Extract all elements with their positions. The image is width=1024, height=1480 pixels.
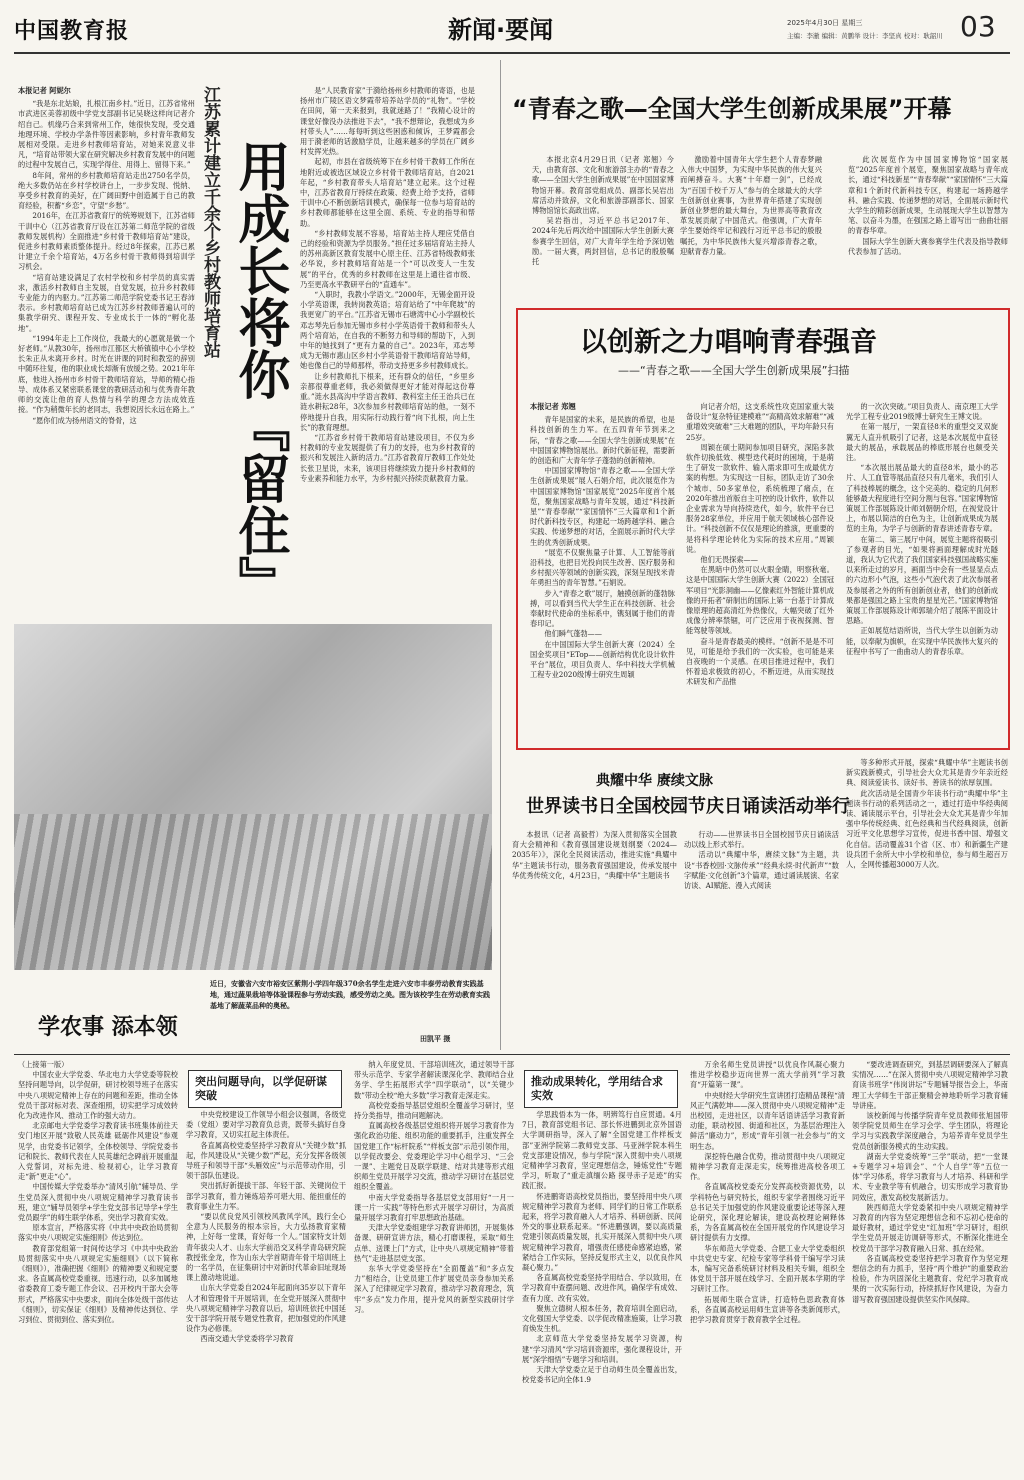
- reading-col3: [846, 758, 1008, 1048]
- paragraph: 山东大学党委自2024年起面向35岁以下青年人才和管理骨干开展培训，在全党开展深入贯彻中央八项规定精神学习教育以后，培训班依托中国延安干部学院开展专题党性教育，把加强党的作风建设作为必修课。: [186, 1283, 346, 1334]
- paragraph: 吴岩指出，习近平总书记2017年、2024年先后两次给中国国际大学生创新大赛参赛学生回信，对广大青年学生给予深切勉励。一届大赛，两封回信，总书记的殷殷嘱托: [532, 216, 674, 267]
- paragraph: 此次展览作为中国国家博物馆“国家展览”2025年度首个展览，聚焦国家战略与青年成长，通过“科技新星”“青春奉献”“家国情怀”三大篇章和1个新时代新科技专区，构建起一场跨越学科、融合实践、传递梦想的对话，全面展示新时代大学生的精彩创新成果，生动展现大学生以智慧为笔、以奋斗为墨，在强国之路上谱写出一曲曲壮丽的青春华章。: [848, 155, 1008, 236]
- bottom-col4: [522, 1110, 682, 1472]
- paragraph: 步入“青春之歌”展厅，触摸创新的蓬勃脉搏，可以看到当代大学生正在科技创新、社会奉献时代使命的坐标系中，镌刻属于他们的青春印记。: [530, 588, 675, 629]
- paragraph: “乡村教师发展不容易，培育站主持人理应凭借自己的经验和资源为学员服务。”担任过多届培育站主持人的苏州高新区教育发展中心原主任、江苏省特级教师张必华说，乡村教师培育站是一个“可以改变人一生发展”的平台，优秀的乡村教师在这里是上通往省市级、乃至更高水平教研平台的“直通车”。: [300, 228, 475, 289]
- paragraph: 此次活动是全国青少年读书行动“典耀中华”主题读书行动的系列活动之一，通过打造中华经典阅读、诵读展示平台，引导社会大众尤其是青少年加强中华传统经典、红色经典和当代经典阅读，创新习近平文化思想学习宣传，促进书香中国、增强文化自信。活动覆盖31个省（区、市）和新疆生产建设兵团千余所大中小学校和单位，参与师生超百万人，全网传播超3000万人次。: [846, 788, 1008, 870]
- paragraph: 东华大学党委坚持在“全面覆盖”和“多点发力”相结合，让党员建工作扩展党员亲身参加关系深入了纪律规定学习教育，推动学习教育理念，筑牢“多点”发力作用，提升党风的新型实践研讨学习。: [354, 1264, 514, 1314]
- reading-kicker: 典耀中华 赓续文脉: [596, 773, 713, 789]
- bottom-box-title-2: 推动成果转化，学用结合求实效: [524, 1070, 678, 1108]
- paragraph: 行动——世界读书日全国校园节庆日诵读活动以线上形式举行。: [684, 830, 839, 850]
- paragraph: 他们瞬气蓬勃——: [544, 629, 602, 639]
- paragraph: 天津大学党委立足于自动师生员全覆盖出发，校党委书记向全体1.9: [522, 1365, 682, 1385]
- bottom-box-title-1: 突出问题导向，以学促研谋突破: [188, 1070, 342, 1108]
- paragraph: 让乡村教师扎下根来，还有群众的信任，“乡里乡亲都很尊重老师，我必须做得更好才能对得起这份尊重。”涟水县高沟中学语言教师、教科室主任王治兵已在涟水耕耘28年，3次参加乡村教师培育站的他，一刻不停地提升自我，用实际行动践行着“向下扎根，向上生长”的教育理想。: [300, 371, 475, 432]
- paragraph: 高校党委指导基层党组织全覆盖学习研讨，坚持分类指导，推动问题解决。: [354, 1100, 514, 1121]
- vertical-divider: [500, 60, 501, 1050]
- photo-caption: 近日，安徽省六安市裕安区紫荆小学四年级370余名学生走进六安市丰泰劳动教育实践基地，通过蔬果栽培等体验课程参与劳动实践，感受劳动之美。图为该校学生在劳动教育实践基地了解蔬菜品种的奥秘。: [210, 979, 490, 1010]
- paragraph: “展览不仅聚焦量子计算、人工智能等前沿科技，也把目光投向民生改善、医疗服务和乡村振兴等领域的创新实践，深刻呈现找米青年勇担当的青年智慧。”石娟说。: [530, 547, 675, 588]
- paragraph: 在第二、第三展厅中间，展览主题将很吸引了参观者的目光，“如果将画面理解成时光隧道，我认为它代表了我们国家科技强国战略实施以来所走过的岁月，画面当中会有一些显显点点的六边形小气泡，这些小气泡代表了此次参展者及参展者之外的所有创新创业者，他们的创新成果都是强国之路上宝贵的星星光芒。”国家博物馆策展工作部展陈设计师郭瑞介绍了展陈平面设计思路。: [846, 534, 998, 626]
- masthead-rule: [14, 52, 1010, 54]
- paragraph: 万余名师生党员讲授“以优良作风凝心聚力 推进学校稳步迈向世界一流大学前列”学习教育“开篇第一课”。: [690, 1060, 845, 1090]
- paragraph: 的一次次突破。”项目负责人、南京理工大学光学工程专业2019级博士研究生王博文说。: [846, 402, 998, 422]
- paragraph: 等多种形式开展，探索“典耀中华”主题读书创新实践新模式，引导社会大众尤其是青少年亲近经典、阅读爱读书、读好书、善读书的浓厚氛围。: [846, 758, 1008, 788]
- paragraph: （上接第一版）: [18, 1060, 69, 1069]
- paragraph: 在黑暗中仍然可以火眼金睛，明察秋毫。这是中国国际大学生创新大赛（2022）全国冠军项目“光影洞幽——亿像素红外智能计算机成像的开拓者”研制出的国际上第一台基于计算成像原理的超高清红外热像仪，大幅突破了红外成像分辨率禁锢，可广泛应用于夜视探测、智能驾驶等领域。: [686, 565, 834, 636]
- photo-credit: 田凯平 摄: [420, 1035, 451, 1043]
- paragraph: 天津大学党委组建学习教育讲师团，开展集体备课、研研宣讲方法，精心打磨课程，采取“师生点单、送课上门”方式，让中央八项规定精神“带着热气”走进基层党支部。: [354, 1223, 514, 1263]
- masthead-logo: 中国教育报: [14, 18, 130, 44]
- byline: 本报记者 阿妮尔: [18, 86, 71, 95]
- page-number: 03: [960, 10, 996, 43]
- paragraph: “我是东北姑娘，扎根江南乡村。”近日，江苏省常州市武进区美蓉初级中学党支部副书记吴晓这样向记者介绍自己。机缘巧合来到常州工作，她很快发现，受交通地理环境、学校办学条件等因素影响，乡村青年教师发展相对受限。走进乡村教师培育站，对她来说意义非凡，“培育站带领大家在研究解决乡村教育发展中的问题的过程中发展自己，实现学得住、用得上、留得下来。”: [18, 99, 195, 170]
- left-article-col1: [18, 86, 195, 618]
- paragraph: 该校新闻与传播学院青年党员教师张旭国带领学院党员师生在学习会学、学生团队，将理论学习与实践教学深度融合，为培养青年党员学生党员创新服务模式的生动实践。: [852, 1111, 1008, 1151]
- paragraph: “要改进调查研究，到基层调研要深入了解真实情况……”在深入贯彻中央八项规定精神学习教育读书班学“伟岗讲坛”专题辅导报告会上，华南理工大学师生干部正聚精会神地聆听学习教育辅导讲座。: [852, 1060, 1008, 1110]
- paragraph: “愿你们成为扬州语文的脊骨，这: [32, 415, 137, 425]
- paragraph: 纳入年度党员、干部培训班次，通过领导干部带头示范学、专家学者解读课深化学、教师结合业务学、学生拓展形式学“四学联动”，以“关键少数”带动全校“绝大多数”学习教育走深走实。: [354, 1060, 514, 1100]
- paragraph: 中南大学党委指导各基层党支部用好“一月一课一片一实践”等特色形式开展学习研讨，为高质量开展学习教育打牢思想政治基础。: [354, 1192, 514, 1223]
- paragraph: 学思践悟本为一体，明辨笃行自应贯通。4月7日，教育部党组书记、部长怀进鹏到北京外国语大学调研指导，深入了解“全国党建工作样板支部”亚洲学院第二教师党支部、马亚洲学院本科生党支部建设情况，参与学院“深入贯彻中央八项规定精神学习教育，坚定理想信念，锤炼党性”专题学习，听取了“重走滇缅公路 探寻赤子足迹”的实践汇报。: [522, 1110, 682, 1191]
- date-line: 2025年4月30日 星期三: [787, 19, 863, 27]
- paragraph: 拓展师生联合宣讲，打造特色思政教育体系，各直属高校运用师生宣讲等各类新闻形式，把学习教育贯穿于教育教学全过程。: [690, 1294, 845, 1325]
- top-right-col1: [532, 155, 674, 300]
- paragraph: 各直属高校党委充分发挥高校资源优势，以学科特色与研究特长，组织专家学者围绕习近平总书记关于加强党的作风建设重要论述等深入理论研究，深化理论解读，建设高校理论阐释体系，为各直属高校在全国开展党的作风建设学习研讨提供有力支撑。: [690, 1182, 845, 1243]
- reading-headline: 世界读书日全国校园节庆日诵读活动举行: [526, 796, 850, 817]
- paragraph: 中央财经大学研究生宣讲团打造精品课程“清风正气满乾坤——深入贯彻中央八项规定精神”走出校园，走进社区，以青年话语讲活学习教育新动能，联动校园、街道和社区，为基层治理注入鲜活“廉动力”，形成“青年引领一社会参与”的文明生态。: [690, 1090, 845, 1151]
- top-right-col3: [848, 155, 1008, 300]
- paragraph: 湖南大学党委统筹“三学”联动，把“一堂课+专题学习+培训会”、“个人自学”等“五位一体”学习体系，将学习教育与人才培养、科研和学术、专业教学等有机融合，切实形成学习教育协同效应，激发高校发展新活力。: [852, 1151, 1008, 1202]
- paragraph: “1994年走上工作岗位，我最大的心愿就是做一个好老师。”从教30年，扬州市江都区大桥镇镇中心小学校长朱正从未离开乡村。时光在讲课的同时和教室的辞别中随环往复，他的职业成长却渐有放缓之势。2021年年底，他进入扬州市乡村骨干教师培育站，导师的精心指导、成体系又紧密联系课堂的教研活动和与优秀青年教师的交流让他的育人热情与科学的理念方法成效连接。“作为稍微年长的老同志，我想说因长永远在路上。”: [18, 333, 195, 415]
- paragraph: 激励着中国青年大学生把个人青春梦融入伟大中国梦，为实现中华民族的伟大复兴而阐搏奋斗。大赛“十年磨一剑”，已经成为“百国千校千万人”参与的全球最大的大学生创新创业赛事，为世界青年搭建了实现创新创业梦想的最大舞台，为世界高等教育改革发展贡献了中国范式。他强调，广大青年学生要始终牢记和践行习近平总书记的殷殷嘱托，为中华民族伟大复兴增添青春之歌，迎献青春力量。: [680, 155, 822, 256]
- paragraph: 本报北京4月29日讯（记者 郑翘）今天，由教育部、文化和旅游部主办的“青春之歌——全国大学生创新成果展”在中国国家博物馆开幕。教育部党组成员、副部长吴岩出席活动并致辞，文化和旅游部副部长、国家博物馆馆长高政出席。: [532, 155, 674, 216]
- bottom-col2: [186, 1110, 346, 1472]
- paragraph: 华东师范大学党委、合肥工业大学党委组织中共党史专家、纪检专家等学科骨干编写学习读本，编写完备系统研讨材料及相关专辑，组织全体党员干部开展在线学习、全面开展本学期的学习研讨工作。: [690, 1243, 845, 1294]
- left-headline: 用成长将你『留住』: [229, 140, 289, 608]
- paragraph: 他们无畏探索——: [700, 555, 758, 565]
- feature-col2: [686, 402, 834, 740]
- farm-education-photo: [14, 624, 492, 970]
- paragraph: 奋斗是青春最美的模样。“创新不是是不可见，可能是给予我们的一次实验，也可能是来自夜晚的一个灵感。在项目推进过程中，我们怀着追求极致的初心，不断迈进，从而实现技术研发和产品推: [686, 636, 834, 687]
- paragraph: 青年是国家的未来，是民族的希望，也是科技创新的生力军。在五四青年节到来之际，“青春之歌——全国大学生创新成果展”在中国国家博物馆展出。新时代新征程，需要新的创造和广大青年学子蓬勃的创新精神。: [530, 415, 675, 466]
- paragraph: 直属高校各级基层党组织将开展学习教育作为强化政治功能、组织功能的重要抓手，注重发挥全国党建工作“标杆院系”“样板支部”示范引领作用，以学促改要会、党委理论学习中心组学习、“三会一课”、主题党日及联学联建、结对共建等形式组织师生党员开展学习交流，推动学习研讨在基层党组织全覆盖。: [354, 1121, 514, 1192]
- left-article-col2: [300, 86, 475, 618]
- paragraph: 西南交通大学党委将学习教育: [200, 1334, 294, 1344]
- section-title: 新闻·要闻: [448, 16, 554, 44]
- paragraph: 怀进鹏寄语高校党员指出，要坚持用中央八项规定精神学习教育为老师、同学们的日常工作联系起来，将学习教育融入人才培养、科研创新、民间外交的事业联系起来。“怀进鹏强调，要以高质量党建引领高质量发展，扎实开展深入贯彻中央八项规定精神学习教育，增强责任感使命感紧迫感，紧紧结合工作实际，坚持反复形式主义，以优良作风凝心聚力。”: [522, 1191, 682, 1273]
- paragraph: 周颖在硕士期间参加项目研究，深陷多款软件切换低效、模型迭代耗时的困境，于是萌生了研发一款软件、输入需求即可生成最优方案的构想。为实现这一目标，团队走访了30余个城市、50多家单位，系统梳理了痛点，在2020年推出首版自主可控的设计软件，软件以企业需求为导向持续迭代，如今，软件平台已服务28家单位，并应用于航天领域核心部件设计。“科技创新不仅仅是理论的推演，更重要的是将科学理论转化为实际的技术应用。”周颖说。: [686, 442, 834, 554]
- bottom-col1: [18, 1060, 178, 1472]
- paragraph: 深挖特色融合优势，推动贯彻中央八项规定精神学习教育走深走实，统筹推进高校各项工作。: [690, 1151, 845, 1182]
- paragraph: 国际大学生创新大赛参赛学生代表及指导教师代表参加了活动。: [848, 236, 1008, 256]
- top-right-col2: [680, 155, 822, 300]
- bottom-col5: [690, 1060, 845, 1472]
- bottom-col6: [852, 1060, 1008, 1472]
- paragraph: “培育站建设满足了农村学校和乡村学员的真实需求，激活乡村教师自主发展，自觉发展，拉升乡村教师专业能力的内驱力。”江苏第二师范学院党委书记王春沛表示。乡村教师培育站已成为江苏乡村教师普遍认可的集教学研究、课程开发、专业成长于一体的“孵化基地”。: [18, 272, 195, 333]
- paragraph: 突出抓好新提拔干部、年轻干部、关键岗位干部学习教育，着力锤炼培养可堪大用、能担重任的教育事业生力军。: [186, 1181, 346, 1211]
- feature-headline: 以创新之力唱响青春强音: [580, 327, 877, 358]
- paragraph: 中央党校建设工作领导小组会议强调，各级党委（党组）要对学习教育负总责，既带头搞好自身学习教育，又切实扛起主体责任。: [186, 1110, 346, 1140]
- paragraph: 2016年，在江苏省教育厅的统筹规划下，江苏省师干训中心（江苏省教育厅设在江苏第二师范学院的省级教师发展机构）全面推进“乡村骨干教师培育站”建设，促进乡村教师素质整体提升。经过8年探索，江苏已累计建立千余个培育站，4万名乡村骨干教师得到培训学习机会。: [18, 211, 195, 272]
- paragraph: 8年间，常州的乡村教师培育站走出2750名学员，绝大多数仍站在乡村学校讲台上，一步步发现、悦纳、享受乡村教育的美好，在广阔田野中创造属于自己的教育经验，积蓄“乡恋”，守望“乡愁”。: [18, 170, 195, 211]
- reading-col1: [512, 830, 677, 1050]
- lower-section-rule: [14, 1054, 1010, 1055]
- paragraph: 陕西师范大学党委紧扣中央八项规定精神学习教育的内容为坚定理想信念和不忘初心使命的最好教材，通过学党史“红加班”学习研讨，组织学生党员开展走访调研等形式，不断深化推进全校党员干部学习教育融入日常、抓在经常。: [852, 1202, 1008, 1253]
- paragraph: 原本宣言，严格落实将《中共中央政治局贯彻落实中央八项规定实施细则》传达到位。: [18, 1223, 178, 1243]
- feature-subhead: ——“青春之歌——全国大学生创新成果展”扫描: [618, 364, 850, 377]
- paragraph: 教育部党组第一时间传达学习《中共中央政治局贯彻落实中央八项规定实施细则》（以下简称《细则》），准确把握《细则》的精神要义和规定要求。各直属高校党委重视、迅速行动，以多加属地省委教育工委专题工作会议、召开校内干部大会等形式，严格落实中央要求，面向全体处级干部传达《细则》，切实保证《细则》及精神传达到位、学习到位、贯彻到位、落实到位。: [18, 1243, 178, 1325]
- paragraph: “要以优良党风引领校风教风学风，践行全心全意为人民服务的根本宗旨，大力弘扬教育家精神，上好每一堂课，育好每一个人。”国家特支计划青年拔尖人才、山东大学前沿交叉科学青岛研究院教授张金龙，作为山东大学首期青年骨干培训班上的一名学员，在征集研讨中对新时代革命旧址现场课上激动地说道。: [186, 1212, 346, 1283]
- paragraph: 正如展览结语所说，当代大学生以创新为动能，以奉献为旗帜，在实现中华民族伟大复兴的征程中书写了一曲曲动人的青春乐章。: [846, 626, 998, 656]
- paragraph: 北京师范大学党委坚持发展学习资源，构建“学习清风”学习培训资源库，强化课程设计，开展“深学细悟”专题学习和培训。: [522, 1334, 682, 1364]
- feature-byline: 本报记者 郑翘: [530, 402, 576, 411]
- feature-col1: [530, 402, 675, 740]
- paragraph: 在中国国际大学生创新大赛（2024）全国金奖项目“ETop——创新结构优化设计软件平台”展位，项目负责人、华中科技大学机械工程专业2020级博士研究生周颖: [530, 639, 675, 680]
- paragraph: 在第一展厅，一架直径8米的重型交叉双旋翼无人直升机吸引了记者，这是本次展览中直径最大的展品，承载展品的棒底形展台也颇受关注。: [846, 422, 998, 463]
- paragraph: 聚焦立德树人根本任务，教育培训全面启动，文化强国大学党委、以学促改精准施策，让学习教育焕发生机。: [522, 1303, 682, 1334]
- bottom-col3: [354, 1060, 514, 1472]
- paragraph: “江苏省乡村骨干教师培育站建设项目，不仅为乡村教师的专业发展提供了有力的支持，也为乡村教育的振兴和发展注入新的活力。”江苏省教育厅教师工作处处长张卫星说，未来，该项目将继续致力提升乡村教师的专业素养和能力水平，为乡村振兴持续贡献教育力量。: [300, 432, 475, 483]
- paragraph: 中国传媒大学党委举办“清风引航”辅导员、学生党员深入贯彻中央八项规定精神学习教育读书班，建立“辅导员领学+学生党支部书记导学+学生党员跟学”的师生联学体系，突出学习教育实效。: [18, 1182, 178, 1223]
- paragraph: 北京邮电大学党委学习教育读书班集体前往天安门地区开展“致敬人民英雄 砥砺作风建设”参观见学，由党委书记领学，全体校领导、学院党委书记和院长、教师代表在人民英雄纪念碑前开展重温入党誓词，对标先进、检视初心，让学习教育走“新”更走“心”。: [18, 1121, 178, 1182]
- paragraph: 向记者介绍，这支系统性攻克国家重大装备设计“复杂特征建模难”“高精高效求解难”“减重增效突破难”三大难题的团队，平均年龄只有25岁。: [686, 402, 834, 442]
- reading-col2: [684, 830, 839, 1050]
- paragraph: 本报讯（记者 高毅哲）为深入贯彻落实全国教育大会精神和《教育强国建设规划纲要（2024—2035年）》，深化全民阅读活动，推进实施“典耀中华”主题读书行动，服务教育强国建设，传承发展中华优秀传统文化，4月23日，“典耀中华”主题读书: [512, 830, 677, 880]
- paragraph: “入职时，我教小学语文。”2000年，无锡金面开设小学英语课，我转岗教英语；培育站给了“中年爬坡”的我更宽广的平台。”江苏省无锡市石塘湾中心小学副校长邓志琴先后参加无锡市乡村小学英语骨干教师和带头人两个培育站，在自我的不断努力和导师的帮助下，入到中年的她找到了“更有力量的自己”。2023年，邓志琴成为无锡市惠山区乡村小学英语骨干教师培育站导师，她也像自己的导师那样，带动支持更多乡村教师成长。: [300, 290, 475, 371]
- staff-line: 主编：李澈 编辑：黄鹏举 设计：李坚真 校对：耿韶川: [787, 32, 943, 40]
- paragraph: 是“人民教育家”于漪给扬州乡村教师的寄语，也是扬州市广陵区语文梦霞带培养站学员的“礼物”。“学校在田间，第一天来报到，我就迷路了！”我精心设计的课堂好像没办法推进下去”，“我不想辩论，我想成为乡村带头人”……每每听到这些困惑和倾诉，王梦霞都会用于漪老师的话激励学员，让越来越多的学员在广阔乡村发挥光热。: [300, 86, 475, 157]
- paragraph: 各直属高校党委坚持学习教育从“关键少数”抓起，作风建设从“关键少数”严起，充分发挥各级领导班子和领导干部“头雁效应”与示范带动作用，引领干部队伍建设。: [186, 1140, 346, 1181]
- paragraph: 起初，市县在省级统筹下在乡村骨干教师工作所在地附近或被选区域设立乡村骨干教师培育站，自2021年起，“乡村教育带头人培育站”建立起来。这个过程中，江苏省教育厅持续在政策、经费上给予支持，省师干训中心不断创新培训模式，确保每一位参与培育站的乡村教师都能够在这里全面、系统、专业的指导和帮助。: [300, 157, 475, 228]
- paragraph: 活动以“典耀中华，赓续文脉”为主题，共设“书香校园·文脉传承”“经典永续·时代新声”“数字赋能·文化创新”3个篇章，通过诵读展演、名家访谈、AI赋能、漫入式阅读: [684, 850, 839, 891]
- paragraph: “本次展出展品最大的直径8米，最小的芯片、人工血管等展品直径只有几毫米，我们引人了科技棒展的概念，这个完美的、稳定的几何形能够最大程度进行空间分割与包容。”国家博物馆策展工作部展陈设计师刘朝朝介绍，在视觉设计上，布展以简洁的白色为主，让创新成果成为展览的主角，为学子与创新的青春讲述青春专章。: [846, 463, 998, 534]
- paragraph: 各直属高校党委坚持把学习教育作为坚定理想信念的有力抓手，坚持“两个维护”的重要政治检验，作为巩固深化主题教育、党纪学习教育成果的一次实际行动，持续抓好作风建设，为奋力谱写教育强国建设提供坚实作风保障。: [852, 1253, 1008, 1304]
- top-right-headline: “青春之歌—全国大学生创新成果展”开幕: [512, 95, 952, 123]
- paragraph: 各直属高校党委坚持学用结合、学以致用，在学习教育中查摆问题、改进作风，确保学有成效、查有力度、改有实效。: [522, 1273, 682, 1303]
- paragraph: 中国国家博物馆“青春之歌——全国大学生创新成果展”展人石娟介绍，此次展览作为中国国家博物馆“国家展览”2025年度首个展览，聚焦国家战略与青年发展，通过“科技新星”“青春奉献”“家国情怀”三大篇章和1个新时代新科技专区，构建起一场跨越学科、融合实践、传递梦想的对话，全面展示新时代大学生的优秀创新成果。: [530, 466, 675, 547]
- bottom-left-headline: 学农事 添本领: [38, 1015, 178, 1040]
- left-subhead: 江苏累计建立千余个乡村教师培育站: [200, 86, 220, 358]
- paragraph: 中国农业大学党委、华北电力大学党委等院校坚持问题导向，以学促研，研讨校领导班子在落实中央八项规定精神上存在的问题和差距，推动全体党员干部对标对表、深查细照，切实把学习成效转化为改进作风、推动工作的强大动力。: [18, 1070, 178, 1121]
- feature-col3: [846, 402, 998, 740]
